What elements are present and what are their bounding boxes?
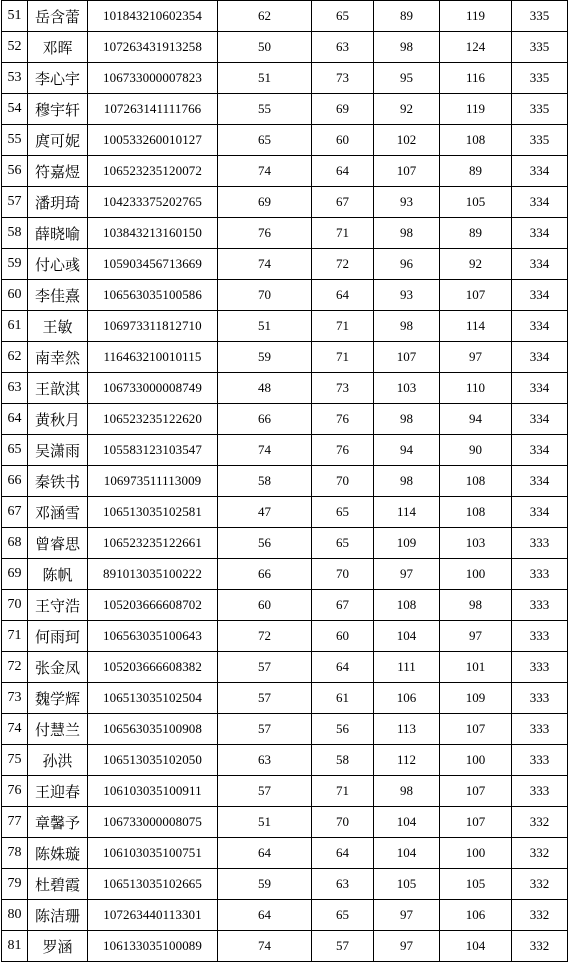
score-1-cell: 51 — [218, 63, 312, 94]
exam-id-cell: 105203666608382 — [88, 652, 218, 683]
score-2-cell: 73 — [312, 373, 374, 404]
score-1-cell: 69 — [218, 187, 312, 218]
score-4-cell: 114 — [440, 311, 512, 342]
score-2-cell: 65 — [312, 900, 374, 931]
rank-cell: 81 — [2, 931, 28, 962]
total-cell: 333 — [512, 528, 568, 559]
exam-id-cell: 106513035102050 — [88, 745, 218, 776]
name-cell: 邓晖 — [28, 32, 88, 63]
rank-cell: 63 — [2, 373, 28, 404]
score-4-cell: 89 — [440, 218, 512, 249]
score-1-cell: 59 — [218, 869, 312, 900]
name-cell: 王守浩 — [28, 590, 88, 621]
score-4-cell: 92 — [440, 249, 512, 280]
exam-id-cell: 106513035102665 — [88, 869, 218, 900]
table-row — [2, 373, 568, 404]
table-row — [2, 900, 568, 931]
score-3-cell: 103 — [374, 373, 440, 404]
name-cell: 秦铁书 — [28, 466, 88, 497]
score-1-cell: 65 — [218, 125, 312, 156]
exam-id-cell: 106973311812710 — [88, 311, 218, 342]
total-cell: 332 — [512, 931, 568, 962]
score-1-cell: 58 — [218, 466, 312, 497]
score-4-cell: 100 — [440, 838, 512, 869]
exam-id-cell: 106733000008749 — [88, 373, 218, 404]
exam-id-cell: 106563035100908 — [88, 714, 218, 745]
table-row — [2, 776, 568, 807]
name-cell: 陈帆 — [28, 559, 88, 590]
total-cell: 333 — [512, 683, 568, 714]
score-3-cell: 97 — [374, 559, 440, 590]
rank-cell: 56 — [2, 156, 28, 187]
score-1-cell: 55 — [218, 94, 312, 125]
score-1-cell: 57 — [218, 714, 312, 745]
score-3-cell: 92 — [374, 94, 440, 125]
score-3-cell: 111 — [374, 652, 440, 683]
table-row — [2, 404, 568, 435]
total-cell: 333 — [512, 621, 568, 652]
total-cell: 334 — [512, 373, 568, 404]
name-cell: 陈洁珊 — [28, 900, 88, 931]
total-cell: 332 — [512, 807, 568, 838]
score-4-cell: 98 — [440, 590, 512, 621]
score-4-cell: 124 — [440, 32, 512, 63]
rank-cell: 77 — [2, 807, 28, 838]
score-2-cell: 64 — [312, 156, 374, 187]
score-3-cell: 94 — [374, 435, 440, 466]
name-cell: 杜碧霞 — [28, 869, 88, 900]
name-cell: 何雨珂 — [28, 621, 88, 652]
score-3-cell: 97 — [374, 931, 440, 962]
name-cell: 孙洪 — [28, 745, 88, 776]
score-4-cell: 108 — [440, 466, 512, 497]
score-4-cell: 107 — [440, 807, 512, 838]
table-row — [2, 156, 568, 187]
rank-cell: 51 — [2, 1, 28, 32]
exam-id-cell: 107263141111766 — [88, 94, 218, 125]
score-1-cell: 64 — [218, 838, 312, 869]
score-4-cell: 107 — [440, 714, 512, 745]
exam-id-cell: 103843213160150 — [88, 218, 218, 249]
name-cell: 庹可妮 — [28, 125, 88, 156]
score-4-cell: 100 — [440, 745, 512, 776]
score-2-cell: 71 — [312, 311, 374, 342]
exam-id-cell: 100533260010127 — [88, 125, 218, 156]
table-row — [2, 466, 568, 497]
score-3-cell: 98 — [374, 404, 440, 435]
score-2-cell: 63 — [312, 32, 374, 63]
score-table — [1, 0, 568, 962]
total-cell: 334 — [512, 435, 568, 466]
table-row — [2, 32, 568, 63]
rank-cell: 61 — [2, 311, 28, 342]
rank-cell: 58 — [2, 218, 28, 249]
total-cell: 332 — [512, 869, 568, 900]
table-row — [2, 683, 568, 714]
table-row — [2, 590, 568, 621]
table-row — [2, 63, 568, 94]
score-2-cell: 56 — [312, 714, 374, 745]
score-3-cell: 98 — [374, 466, 440, 497]
score-3-cell: 98 — [374, 218, 440, 249]
score-4-cell: 106 — [440, 900, 512, 931]
total-cell: 334 — [512, 280, 568, 311]
total-cell: 333 — [512, 559, 568, 590]
score-1-cell: 66 — [218, 404, 312, 435]
score-3-cell: 95 — [374, 63, 440, 94]
rank-cell: 57 — [2, 187, 28, 218]
score-2-cell: 70 — [312, 559, 374, 590]
exam-id-cell: 106133035100089 — [88, 931, 218, 962]
score-3-cell: 98 — [374, 776, 440, 807]
score-4-cell: 108 — [440, 497, 512, 528]
table-row — [2, 621, 568, 652]
name-cell: 李心宇 — [28, 63, 88, 94]
rank-cell: 60 — [2, 280, 28, 311]
rank-cell: 67 — [2, 497, 28, 528]
score-2-cell: 61 — [312, 683, 374, 714]
exam-id-cell: 106103035100751 — [88, 838, 218, 869]
exam-id-cell: 106733000008075 — [88, 807, 218, 838]
score-3-cell: 107 — [374, 342, 440, 373]
table-row — [2, 745, 568, 776]
score-1-cell: 48 — [218, 373, 312, 404]
name-cell: 吴潇雨 — [28, 435, 88, 466]
total-cell: 333 — [512, 714, 568, 745]
score-4-cell: 119 — [440, 94, 512, 125]
exam-id-cell: 106523235120072 — [88, 156, 218, 187]
score-1-cell: 74 — [218, 931, 312, 962]
name-cell: 岳含蕾 — [28, 1, 88, 32]
total-cell: 333 — [512, 745, 568, 776]
rank-cell: 53 — [2, 63, 28, 94]
score-3-cell: 93 — [374, 187, 440, 218]
total-cell: 332 — [512, 838, 568, 869]
score-4-cell: 105 — [440, 187, 512, 218]
score-3-cell: 107 — [374, 156, 440, 187]
exam-id-cell: 891013035100222 — [88, 559, 218, 590]
score-2-cell: 76 — [312, 435, 374, 466]
score-3-cell: 97 — [374, 900, 440, 931]
score-1-cell: 62 — [218, 1, 312, 32]
score-4-cell: 108 — [440, 125, 512, 156]
score-4-cell: 110 — [440, 373, 512, 404]
score-3-cell: 104 — [374, 621, 440, 652]
table-row — [2, 342, 568, 373]
score-2-cell: 67 — [312, 187, 374, 218]
score-4-cell: 89 — [440, 156, 512, 187]
name-cell: 穆宇轩 — [28, 94, 88, 125]
score-4-cell: 107 — [440, 776, 512, 807]
score-3-cell: 104 — [374, 838, 440, 869]
name-cell: 张金凤 — [28, 652, 88, 683]
rank-cell: 70 — [2, 590, 28, 621]
table-row — [2, 187, 568, 218]
score-3-cell: 98 — [374, 311, 440, 342]
table-row — [2, 125, 568, 156]
exam-id-cell: 104233375202765 — [88, 187, 218, 218]
total-cell: 333 — [512, 652, 568, 683]
score-4-cell: 97 — [440, 342, 512, 373]
score-2-cell: 72 — [312, 249, 374, 280]
score-3-cell: 106 — [374, 683, 440, 714]
table-row — [2, 931, 568, 962]
table-row — [2, 249, 568, 280]
table-row — [2, 652, 568, 683]
name-cell: 陈姝璇 — [28, 838, 88, 869]
score-2-cell: 57 — [312, 931, 374, 962]
score-2-cell: 60 — [312, 621, 374, 652]
rank-cell: 65 — [2, 435, 28, 466]
score-2-cell: 71 — [312, 342, 374, 373]
rank-cell: 62 — [2, 342, 28, 373]
score-1-cell: 76 — [218, 218, 312, 249]
name-cell: 薛晓喻 — [28, 218, 88, 249]
score-4-cell: 101 — [440, 652, 512, 683]
total-cell: 334 — [512, 466, 568, 497]
name-cell: 王歆淇 — [28, 373, 88, 404]
rank-cell: 76 — [2, 776, 28, 807]
name-cell: 曾睿思 — [28, 528, 88, 559]
score-1-cell: 57 — [218, 652, 312, 683]
rank-cell: 64 — [2, 404, 28, 435]
table-row — [2, 1, 568, 32]
name-cell: 南幸然 — [28, 342, 88, 373]
exam-id-cell: 106513035102581 — [88, 497, 218, 528]
score-1-cell: 74 — [218, 156, 312, 187]
score-2-cell: 63 — [312, 869, 374, 900]
total-cell: 334 — [512, 497, 568, 528]
score-2-cell: 60 — [312, 125, 374, 156]
name-cell: 符嘉煜 — [28, 156, 88, 187]
exam-id-cell: 116463210010115 — [88, 342, 218, 373]
rank-cell: 55 — [2, 125, 28, 156]
exam-id-cell: 107263431913258 — [88, 32, 218, 63]
rank-cell: 69 — [2, 559, 28, 590]
score-3-cell: 105 — [374, 869, 440, 900]
total-cell: 334 — [512, 249, 568, 280]
score-3-cell: 96 — [374, 249, 440, 280]
score-4-cell: 97 — [440, 621, 512, 652]
score-2-cell: 69 — [312, 94, 374, 125]
score-1-cell: 63 — [218, 745, 312, 776]
score-1-cell: 66 — [218, 559, 312, 590]
exam-id-cell: 106523235122620 — [88, 404, 218, 435]
score-3-cell: 104 — [374, 807, 440, 838]
rank-cell: 71 — [2, 621, 28, 652]
table-row — [2, 528, 568, 559]
name-cell: 黄秋月 — [28, 404, 88, 435]
score-4-cell: 104 — [440, 931, 512, 962]
rank-cell: 59 — [2, 249, 28, 280]
table-row — [2, 869, 568, 900]
score-1-cell: 47 — [218, 497, 312, 528]
table-row — [2, 714, 568, 745]
name-cell: 付心彧 — [28, 249, 88, 280]
name-cell: 李佳熹 — [28, 280, 88, 311]
score-4-cell: 105 — [440, 869, 512, 900]
score-4-cell: 94 — [440, 404, 512, 435]
exam-id-cell: 101843210602354 — [88, 1, 218, 32]
exam-id-cell: 106563035100586 — [88, 280, 218, 311]
total-cell: 335 — [512, 1, 568, 32]
rank-cell: 79 — [2, 869, 28, 900]
score-3-cell: 93 — [374, 280, 440, 311]
rank-cell: 52 — [2, 32, 28, 63]
score-1-cell: 56 — [218, 528, 312, 559]
table-row — [2, 94, 568, 125]
score-1-cell: 72 — [218, 621, 312, 652]
name-cell: 王敏 — [28, 311, 88, 342]
table-row — [2, 280, 568, 311]
table-row — [2, 838, 568, 869]
table-row — [2, 435, 568, 466]
total-cell: 335 — [512, 94, 568, 125]
score-4-cell: 119 — [440, 1, 512, 32]
exam-id-cell: 106103035100911 — [88, 776, 218, 807]
exam-id-cell: 105583123103547 — [88, 435, 218, 466]
score-3-cell: 114 — [374, 497, 440, 528]
rank-cell: 73 — [2, 683, 28, 714]
score-2-cell: 71 — [312, 776, 374, 807]
score-1-cell: 60 — [218, 590, 312, 621]
score-1-cell: 74 — [218, 435, 312, 466]
rank-cell: 68 — [2, 528, 28, 559]
score-1-cell: 57 — [218, 683, 312, 714]
score-3-cell: 102 — [374, 125, 440, 156]
score-4-cell: 109 — [440, 683, 512, 714]
name-cell: 王迎春 — [28, 776, 88, 807]
score-2-cell: 58 — [312, 745, 374, 776]
table-row — [2, 497, 568, 528]
name-cell: 付慧兰 — [28, 714, 88, 745]
score-1-cell: 51 — [218, 311, 312, 342]
total-cell: 335 — [512, 125, 568, 156]
total-cell: 334 — [512, 342, 568, 373]
score-2-cell: 73 — [312, 63, 374, 94]
rank-cell: 66 — [2, 466, 28, 497]
score-3-cell: 109 — [374, 528, 440, 559]
score-1-cell: 57 — [218, 776, 312, 807]
table-row — [2, 559, 568, 590]
exam-id-cell: 107263440113301 — [88, 900, 218, 931]
table-row — [2, 311, 568, 342]
total-cell: 332 — [512, 900, 568, 931]
total-cell: 334 — [512, 218, 568, 249]
score-2-cell: 64 — [312, 838, 374, 869]
score-2-cell: 67 — [312, 590, 374, 621]
rank-cell: 78 — [2, 838, 28, 869]
score-2-cell: 70 — [312, 466, 374, 497]
total-cell: 334 — [512, 156, 568, 187]
total-cell: 334 — [512, 311, 568, 342]
exam-id-cell: 106513035102504 — [88, 683, 218, 714]
score-2-cell: 65 — [312, 528, 374, 559]
table-body — [2, 1, 568, 962]
score-2-cell: 65 — [312, 497, 374, 528]
exam-id-cell: 105203666608702 — [88, 590, 218, 621]
score-3-cell: 89 — [374, 1, 440, 32]
score-4-cell: 100 — [440, 559, 512, 590]
rank-cell: 54 — [2, 94, 28, 125]
exam-id-cell: 106523235122661 — [88, 528, 218, 559]
score-2-cell: 70 — [312, 807, 374, 838]
score-4-cell: 107 — [440, 280, 512, 311]
name-cell: 邓涵雪 — [28, 497, 88, 528]
total-cell: 334 — [512, 187, 568, 218]
rank-cell: 72 — [2, 652, 28, 683]
score-1-cell: 51 — [218, 807, 312, 838]
name-cell: 潘玥琦 — [28, 187, 88, 218]
name-cell: 魏学辉 — [28, 683, 88, 714]
total-cell: 333 — [512, 776, 568, 807]
score-1-cell: 59 — [218, 342, 312, 373]
score-3-cell: 98 — [374, 32, 440, 63]
score-1-cell: 50 — [218, 32, 312, 63]
exam-id-cell: 106973511113009 — [88, 466, 218, 497]
score-4-cell: 90 — [440, 435, 512, 466]
rank-cell: 80 — [2, 900, 28, 931]
score-4-cell: 103 — [440, 528, 512, 559]
score-3-cell: 112 — [374, 745, 440, 776]
score-3-cell: 113 — [374, 714, 440, 745]
total-cell: 335 — [512, 63, 568, 94]
total-cell: 334 — [512, 404, 568, 435]
name-cell: 罗涵 — [28, 931, 88, 962]
score-1-cell: 74 — [218, 249, 312, 280]
exam-id-cell: 106563035100643 — [88, 621, 218, 652]
score-3-cell: 108 — [374, 590, 440, 621]
score-2-cell: 76 — [312, 404, 374, 435]
exam-id-cell: 105903456713669 — [88, 249, 218, 280]
exam-id-cell: 106733000007823 — [88, 63, 218, 94]
total-cell: 333 — [512, 590, 568, 621]
score-2-cell: 65 — [312, 1, 374, 32]
table-row — [2, 218, 568, 249]
score-2-cell: 64 — [312, 652, 374, 683]
score-2-cell: 71 — [312, 218, 374, 249]
table-row — [2, 807, 568, 838]
name-cell: 章馨予 — [28, 807, 88, 838]
rank-cell: 74 — [2, 714, 28, 745]
score-1-cell: 64 — [218, 900, 312, 931]
total-cell: 335 — [512, 32, 568, 63]
rank-cell: 75 — [2, 745, 28, 776]
score-1-cell: 70 — [218, 280, 312, 311]
score-2-cell: 64 — [312, 280, 374, 311]
score-4-cell: 116 — [440, 63, 512, 94]
